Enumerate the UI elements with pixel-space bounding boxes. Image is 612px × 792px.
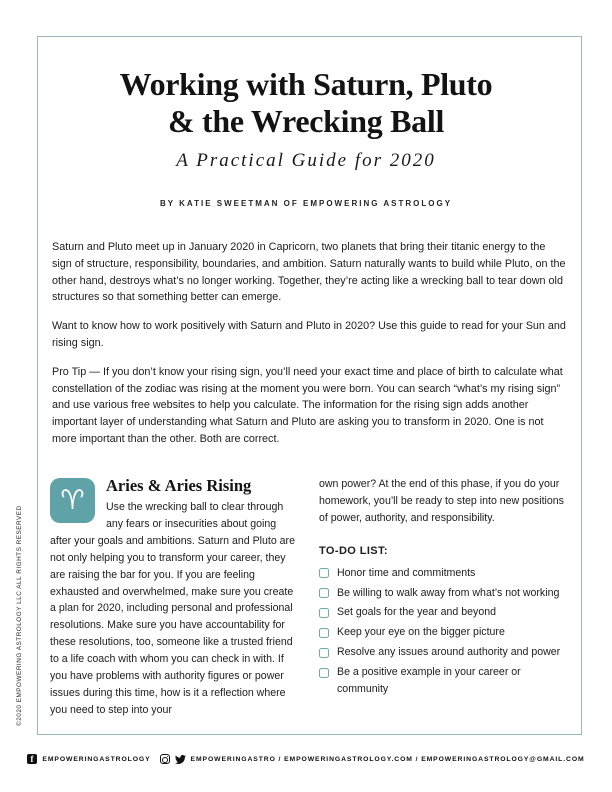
todo-checkbox[interactable]: [319, 588, 329, 598]
aries-section: [50, 476, 568, 719]
intro-paragraph: Want to know how to work positively with Saturn and Pluto in 2020? Use this guide to read for your Sun and rising sign.: [52, 320, 566, 349]
intro-paragraph: Pro Tip — If you don’t know your rising sign, you’ll need your exact time and place of birth to calculate what constellation of the zodiac was rising at the moment you were born. You can search “what’s my rising sign” and use various free websites to help you calculate. The information for the rising sign adds another important layer of understanding what Saturn and Pluto are asking you to transform in 2020. One is not more important than the other. Both are correct.: [52, 365, 563, 445]
aries-icon: [50, 478, 95, 523]
todo-checkbox[interactable]: [319, 628, 329, 638]
page-subtitle: A Practical Guide for 2020: [176, 150, 436, 171]
todo-checkbox[interactable]: [319, 608, 329, 618]
todo-item: [319, 644, 568, 661]
aries-column-1: [50, 476, 299, 719]
byline: BY KATIE SWEETMAN OF EMPOWERING ASTROLOGY: [159, 199, 453, 208]
aries-glyph: ♈: [60, 485, 85, 516]
facebook-icon[interactable]: f: [27, 754, 37, 764]
aries-body-text-1: Use the wrecking ball to clear through any fears or insecurities about going after your goals and ambitions. Saturn and Pluto are not only helping you to transform your career, they are raising the bar for you. If you are feeling exhausted and overwhelmed, make sure you create a plan for 2020, including personal and professional resolutions. Make sure you have accountability for these resolutions, too, someone like a trusted friend to a life coach with whom you can check in with. If you have problems with authority figures or power issues during this time, how is it a reflection where you need to step into your: [50, 501, 295, 716]
todo-label: Set goals for the year and beyond: [337, 606, 497, 619]
todo-label: Be willing to walk away from what’s not working: [337, 586, 560, 599]
intro-section: [52, 239, 566, 460]
todo-label: Resolve any issues around authority and power: [337, 646, 561, 659]
todo-list: [319, 565, 568, 698]
todo-item: [319, 604, 568, 621]
contact-links[interactable]: EMPOWERINGASTRO / EMPOWERINGASTROLOGY.COM / EMPOWERINGASTROLOGY@GMAIL.COM: [190, 755, 585, 763]
todo-checkbox[interactable]: [319, 648, 329, 658]
todo-item: [319, 624, 568, 641]
todo-item: [319, 664, 568, 698]
instagram-icon[interactable]: [160, 754, 170, 764]
twitter-icon[interactable]: [175, 754, 186, 765]
page-title: [0, 66, 612, 140]
footer-social-bar: [0, 752, 612, 766]
aries-heading: Aries & Aries Rising: [106, 476, 252, 495]
todo-label: Honor time and commitments: [337, 566, 476, 579]
facebook-handle[interactable]: EMPOWERINGASTROLOGY: [42, 755, 151, 763]
todo-item: [319, 585, 568, 602]
todo-item: [319, 565, 568, 582]
todo-label: Keep your eye on the bigger picture: [337, 626, 505, 639]
aries-column-2: [319, 476, 568, 719]
todo-checkbox[interactable]: [319, 668, 329, 678]
copyright-notice: ©2020 EMPOWERING ASTROLOGY LLC ALL RIGHTS RESERVED: [16, 505, 23, 726]
todo-label: Be a positive example in your career or community: [337, 666, 521, 696]
page-title-line2: & the Wrecking Ball: [167, 103, 445, 139]
aries-body-text-2: own power? At the end of this phase, if you do your homework, you’ll be ready to step into new positions of power, authority, and responsibility.: [319, 478, 564, 524]
todo-checkbox[interactable]: [319, 568, 329, 578]
todo-list-heading: TO-DO LIST:: [319, 544, 388, 557]
page-title-line1: Working with Saturn, Pluto: [119, 66, 493, 102]
intro-paragraph: Saturn and Pluto meet up in January 2020 in Capricorn, two planets that bring their titanic energy to the sign of structure, responsibility, boundaries, and ambition. Saturn naturally wants to build while Pluto, on the other hand, destroys what’s no longer working. Together, they’re acting like a wrecking ball to tear down old structures so that something better can emerge.: [52, 241, 566, 304]
